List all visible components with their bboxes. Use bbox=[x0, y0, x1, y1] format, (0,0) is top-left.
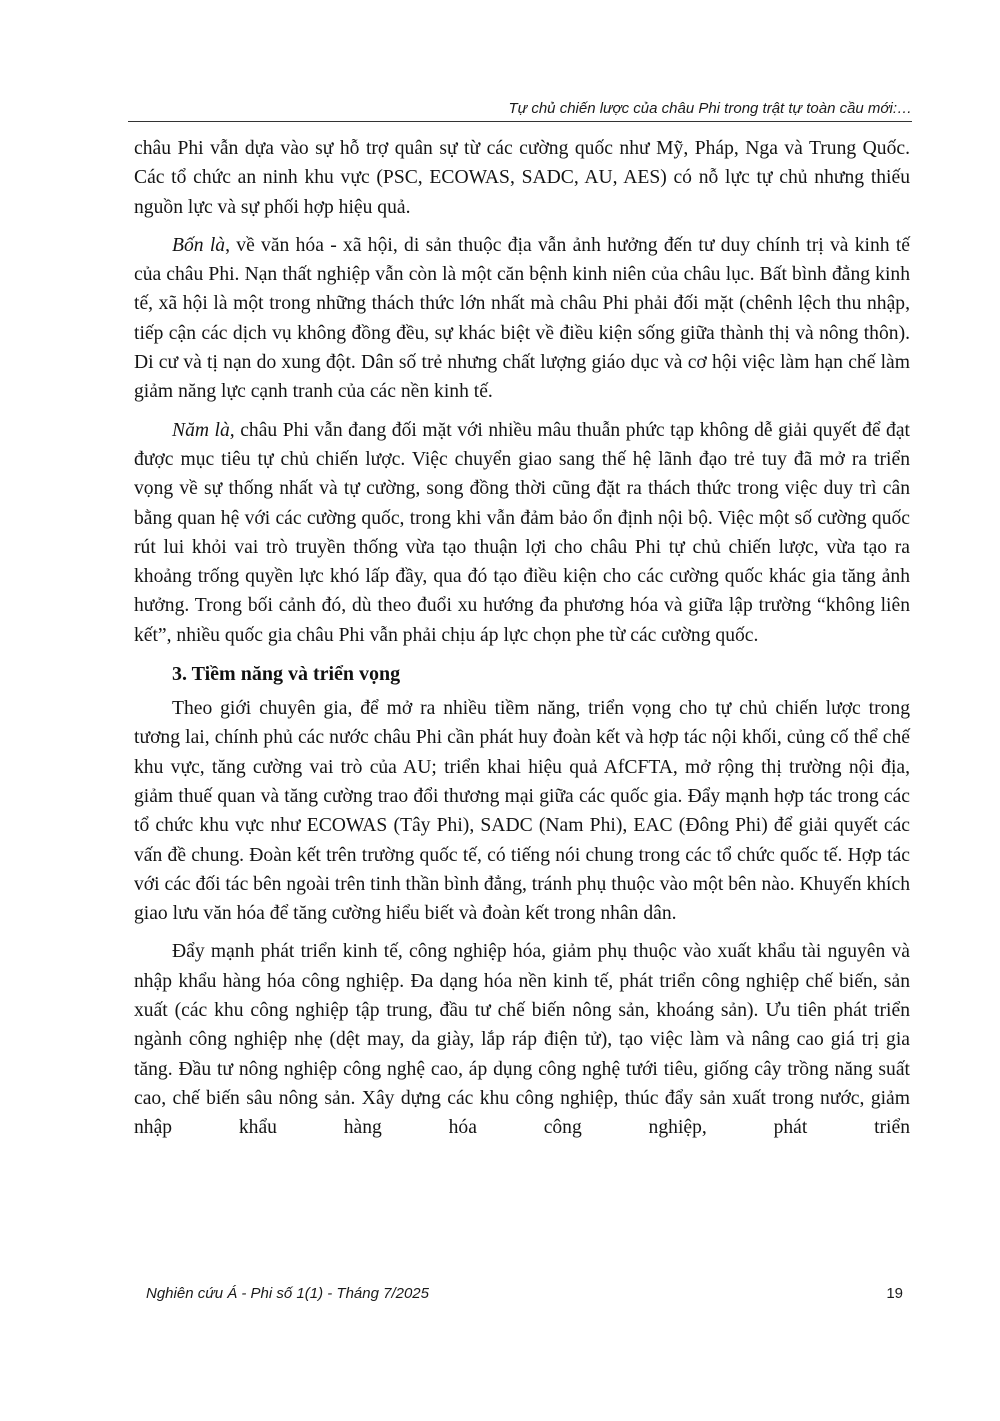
running-header: Tự chủ chiến lược của châu Phi trong trật tự toàn cầu mới:… bbox=[128, 100, 912, 122]
journal-citation: Nghiên cứu Á - Phi số 1(1) - Tháng 7/2025 bbox=[146, 1285, 429, 1302]
paragraph-text: châu Phi vẫn dựa vào sự hỗ trợ quân sự từ các cường quốc như Mỹ, Pháp, Nga và Trung Quốc. Các tổ chức an ninh khu vực (PSC, ECOWAS, SADC, AU, AES) có nỗ lực tự chủ nhưng thiếu nguồn lực và sự phối hợp hiệu quả. bbox=[134, 138, 910, 218]
paragraph-lead: Bốn là bbox=[172, 234, 226, 256]
paragraph-text: , về văn hóa - xã hội, di sản thuộc địa vẫn ảnh hưởng đến tư duy chính trị và kinh tế của châu Phi. Nạn thất nghiệp vẫn còn là một căn bệnh kinh niên của châu lục. Bất bình đẳng kinh tế, xã hội là một trong những thách thức lớn nhất mà châu Phi phải đối mặt (chênh lệch thu nhập, tiếp cận các dịch vụ không đồng đều, sự khác biệt về điều kiện sống giữa thành thị và nông thôn). Di cư và tị nạn do xung đột. Dân số trẻ nhưng chất lượng giáo dục và cơ hội việc làm hạn chế làm giảm năng lực cạnh tranh của các nền kinh tế. bbox=[134, 234, 910, 403]
paragraph-continued bbox=[134, 134, 910, 222]
paragraph-economy: Đẩy mạnh phát triển kinh tế, công nghiệp hóa, giảm phụ thuộc vào xuất khẩu tài nguyên và nhập khẩu hàng hóa công nghiệp. Đa dạng hóa nền kinh tế, phát triển công nghiệp chế biến, sản xuất (các khu công nghiệp tập trung, đầu tư chế biến nông sản, khoáng sản). Ưu tiên phát triển ngành công nghiệp nhẹ (dệt may, da giày, lắp ráp điện tử), tạo việc làm và nâng cao giá trị gia tăng. Đầu tư nông nghiệp công nghệ cao, áp dụng công nghệ tưới tiêu, giống cây trồng năng suất cao, chế biến sâu nông sản. Xây dựng các khu công nghiệp, thúc đẩy sản xuất trong nước, giảm nhập khẩu hàng hóa công nghiệp, phát triển bbox=[134, 941, 910, 1139]
page-body bbox=[134, 134, 910, 1152]
paragraph-text: châu Phi vẫn đang đối mặt với nhiều mâu thuẫn phức tạp không dễ giải quyết để đạt được mục tiêu tự chủ chiến lược. Việc chuyển giao sang thế hệ lãnh đạo trẻ tuy đã mở ra triển vọng về sự thống nhất và tự cường, song đồng thời cũng đặt ra thách thức trong việc duy trì cân bằng quan hệ với các cường quốc, trong khi vẫn đảm bảo ổn định nội bộ. Việc một số cường quốc rút lui khỏi vai trò truyền thống vừa tạo thuận lợi cho châu Phi tự chủ chiến lược, vừa tạo ra khoảng trống quyền lực khó lấp đầy, qua đó tạo điều kiện cho các cường quốc khác gia tăng ảnh hưởng. Trong bối cảnh đó, dù theo đuổi xu hướng đa phương hóa và giữa lập trường “không liên kết”, nhiều quốc gia châu Phi vẫn phải chịu áp lực chọn phe từ các cường quốc. bbox=[134, 419, 910, 646]
paragraph-bon-la bbox=[134, 231, 910, 407]
paragraph-potential: Theo giới chuyên gia, để mở ra nhiều tiềm năng, triển vọng cho tự chủ chiến lược trong tương lai, chính phủ các nước châu Phi cần phát huy đoàn kết và hợp tác nội khối, củng cố thể chế khu vực, tăng cường vai trò của AU; triển khai hiệu quả AfCFTA, mở rộng thị trường nội địa, giảm thuế quan và tăng cường trao đổi thương mại giữa các quốc gia. Đẩy mạnh hợp tác trong các tổ chức khu vực như ECOWAS (Tây Phi), SADC (Nam Phi), EAC (Đông Phi) để giải quyết các vấn đề chung. Đoàn kết trên trường quốc tế, có tiếng nói chung trong các tổ chức quốc tế. Hợp tác với các đối tác bên ngoài trên tinh thần bình đẳng, tránh phụ thuộc vào một bên nào. Khuyến khích giao lưu văn hóa để tăng cường hiểu biết và đoàn kết trong nhân dân. bbox=[134, 698, 910, 925]
page-footer bbox=[146, 1285, 903, 1302]
paragraph-lead: Năm là, bbox=[172, 419, 235, 441]
paragraph-nam-la bbox=[134, 416, 910, 650]
section-heading: 3. Tiềm năng và triển vọng bbox=[172, 663, 401, 686]
page-number: 19 bbox=[886, 1285, 903, 1302]
